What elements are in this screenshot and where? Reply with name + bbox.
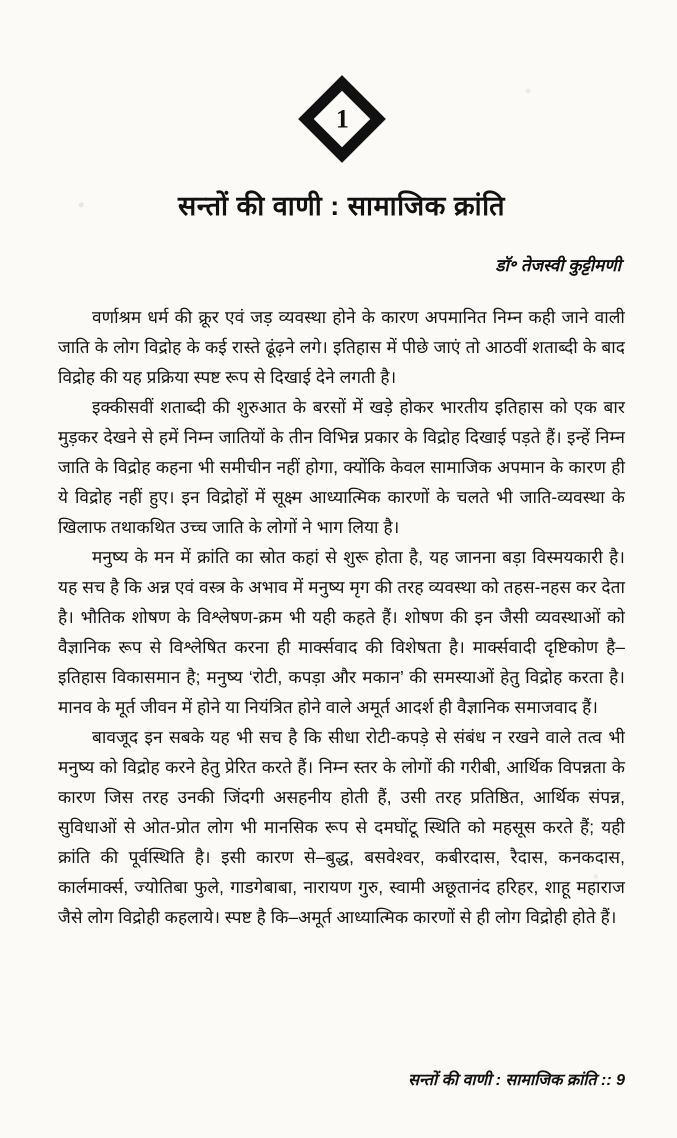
- paragraph: इक्कीसवीं शताब्दी की शुरुआत के बरसों में खड़े होकर भारतीय इतिहास को एक बार मुड़कर देखने से हमें निम्न जातियों के तीन विभिन्न प्रकार के विद्रोह दिखाई पड़ते हैं। इन्हें निम्न जाति के विद्रोह कहना भी समीचीन नहीं होगा, क्योंकि केवल सामाजिक अपमान के कारण ही ये विद्रोह नहीं हुए। इन विद्रोहों में सूक्ष्म आध्यात्मिक कारणों के चलते भी जाति-व्यवस्था के खिलाफ तथाकथित उच्च जाति के लोगों ने भाग लिया है।: [58, 397, 625, 537]
- diamond-inner: [313, 91, 370, 148]
- paragraph: मनुष्य के मन में क्रांति का स्रोत कहां से शुरू होता है, यह जानना बड़ा विस्मयकारी है। यह सच है कि अन्न एवं वस्त्र के अभाव में मनुष्य मृग की तरह व्यवस्था को तहस-नहस कर देता है। भौतिक शोषण के विश्लेषण-क्रम भी यही कहते हैं। शोषण की इन जैसी व्यवस्थाओं को वैज्ञानिक रूप से विश्लेषित करना ही मार्क्सवाद की विशेषता है। मार्क्सवादी दृष्टिकोण है– इतिहास विकासमान है; मनुष्य ‘रोटी, कपड़ा और मकान’ की समस्याओं हेतु विद्रोह करता है। मानव के मूर्त जीवन में होने या नियंत्रित होने वाले अमूर्त आदर्श ही वैज्ञानिक समाजवाद हैं।: [58, 547, 625, 717]
- paragraph: बावजूद इन सबके यह भी सच है कि सीधा रोटी-कपड़े से संबंध न रखने वाले तत्व भी मनुष्य को विद्रोह करने हेतु प्रेरित करते हैं। निम्न स्तर के लोगों की गरीबी, आर्थिक विपन्नता के कारण जिस तरह उनकी जिंदगी असहनीय होती हैं, उसी तरह प्रतिष्ठित, आर्थिक संपन्न, सुविधाओं से ओत-प्रोत लोग भी मानसिक रूप से दमघोंटू स्थिति को महसूस करते हैं; यही क्रांति की पूर्वस्थिति है। इसी कारण से–बुद्ध, बसवेश्वर, कबीरदास, रैदास, कनकदास, कार्लमार्क्स, ज्योतिबा फुले, गाडगेबाबा, नारायण गुरु, स्वामी अछूतानंद हरिहर, शाहू महाराज जैसे लोग विद्रोही कहलाये। स्पष्ट है कि–अमूर्त आध्यात्मिक कारणों से ही लोग विद्रोही होते हैं।: [58, 727, 625, 927]
- diamond-icon: [298, 75, 386, 163]
- page-content: [58, 0, 625, 1138]
- chapter-number: 1: [335, 104, 348, 133]
- body-text: [58, 302, 625, 932]
- page-footer: सन्तों की वाणी : सामाजिक क्रांति :: 9: [408, 1072, 625, 1089]
- page-title: सन्तों की वाणी : सामाजिक क्रांति: [178, 191, 505, 221]
- chapter-number-ornament: [58, 88, 625, 150]
- paragraph: वर्णाश्रम धर्म की क्रूर एवं जड़ व्यवस्था होने के कारण अपमानित निम्न कही जाने वाली जाति के लोग विद्रोह के कई रास्ते ढूंढ़ने लगे। इतिहास में पीछे जाएं तो आठवीं शताब्दी के बाद विद्रोह की यह प्रक्रिया स्पष्ट रूप से दिखाई देने लगती है।: [58, 307, 625, 387]
- author-byline: डॉ॰ तेजस्वी कुट्टीमणी: [495, 256, 621, 275]
